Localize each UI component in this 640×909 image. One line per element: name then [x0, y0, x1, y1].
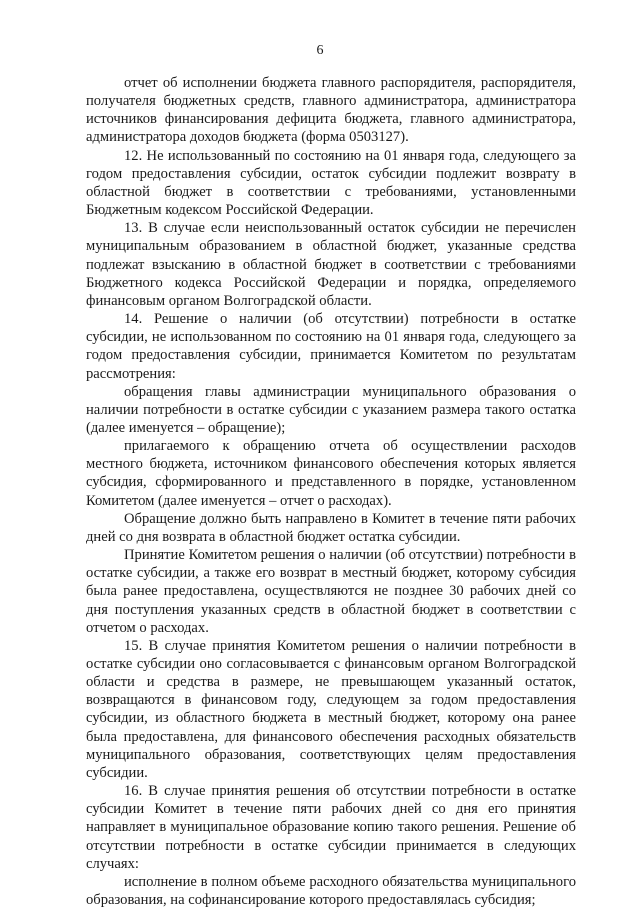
paragraph-16: 16. В случае принятия решения об отсутствии потребности в остатке субсидии Комитет в течение пяти рабочих дней со дня его принятия направляет в муниципальное образование копию такого решения. Решение об отсутствии потребности в остатке субсидии принимается в следующих случаях: — [86, 783, 576, 872]
paragraph-14-appeal: обращения главы администрации муниципального образования о наличии потребности в остатке субсидии с указанием размера такого остатка (далее именуется – обращение); — [86, 383, 576, 436]
paragraph-14: 14. Решение о наличии (об отсутствии) потребности в остатке субсидии, не использованном по состоянию на 01 января года, следующего за годом предоставления субсидии, принимается Комитетом по результатам рассмотрения: — [86, 311, 576, 382]
paragraph-12: 12. Не использованный по состоянию на 01 января года, следующего за годом предоставления субсидии, остаток субсидии подлежит возврату в областной бюджет в соответствии с требованиями, установленными Бюджетным кодексом Российской Федерации. — [86, 147, 576, 219]
paragraph-13: 13. В случае если неиспользованный остаток субсидии не перечислен муниципальным образованием в областной бюджет, указанные средства подлежат взысканию в областной бюджет в соответствии с требованиями Бюджетного кодекса Российской Федерации и порядка, определяемого финансовым органом Волгоградской области. — [86, 220, 576, 309]
paragraph-14-decision: Принятие Комитетом решения о наличии (об отсутствии) потребности в остатке субсидии, а также его возврат в местный бюджет, которому субсидия была ранее предоставлена, осуществляются не позднее 30 рабочих дней со дня поступления указанных средств в областной бюджет в соответствии с отчетом о расходах. — [86, 547, 576, 636]
paragraph-14-report: прилагаемого к обращению отчета об осуществлении расходов местного бюджета, источником финансового обеспечения которых является субсидия, сформированного и представленного в порядке, установленном Комитетом (далее именуется – отчет о расходах). — [86, 438, 576, 509]
paragraph-15: 15. В случае принятия Комитетом решения о наличии потребности в остатке субсидии оно согласовывается с финансовым органом Волгоградской области и средства в размере, не превышающем указанный остаток, возвращаются в финансовом году, следующем за годом предоставления субсидии, из областного бюджета в местный бюджет, которому она ранее была предоставлена, для финансового обеспечения расходных обязательств муниципального образования, соответствующих целям предоставления субсидии. — [86, 637, 576, 781]
paragraph-16-case: исполнение в полном объеме расходного обязательства муниципального образования, на софинансирование которого предоставлялась субсидия; — [86, 873, 576, 909]
document-body — [86, 74, 576, 909]
paragraph-report-form: отчет об исполнении бюджета главного распорядителя, распорядителя, получателя бюджетных средств, главного администратора, администратора источников финансирования дефицита бюджета, главного администратора, администратора доходов бюджета (форма 0503127). — [86, 75, 576, 146]
page-number: 6 — [316, 43, 324, 58]
paragraph-14-deadline: Обращение должно быть направлено в Комитет в течение пяти рабочих дней со дня возврата в областной бюджет остатка субсидии. — [86, 510, 576, 545]
